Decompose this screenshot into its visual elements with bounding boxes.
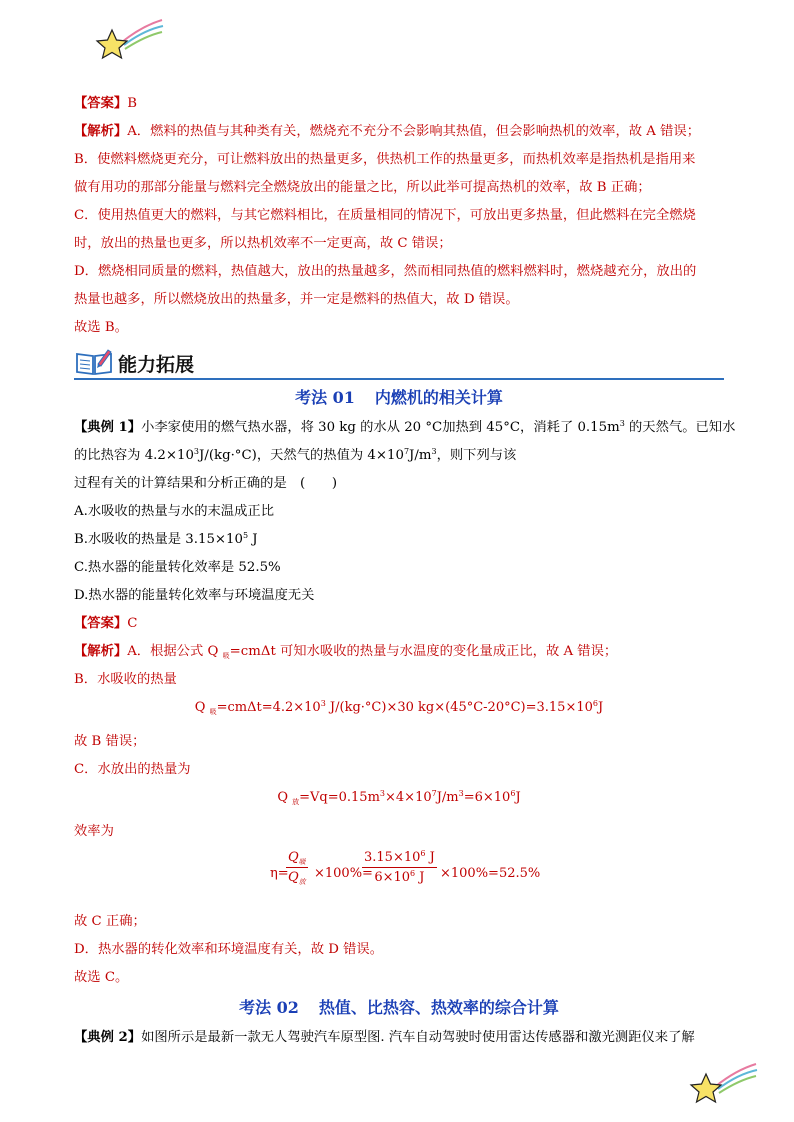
superscript: 6 — [410, 869, 416, 878]
formula-heat-released — [74, 788, 724, 808]
formula-text: Q — [277, 790, 293, 805]
formula-text: J/(kg·°C)×30 kg×(45°C-20°C)=3.15×10 — [325, 700, 593, 715]
answer-tag: 【答案】 — [74, 616, 128, 631]
stem-text: 的比热容为 4.2×10 — [74, 448, 194, 463]
formula-text: J/m — [436, 790, 459, 805]
subscript: 放 — [298, 878, 306, 886]
analysis-text: 故 B 错误； — [74, 734, 146, 749]
superscript: 3 — [431, 447, 437, 456]
analysis-text: 效率为 — [74, 824, 114, 839]
option-c: C.热水器的能量转化效率是 52.5% — [74, 560, 281, 575]
formula-text: ×100%= — [314, 866, 373, 881]
superscript: 6 — [592, 699, 598, 708]
superscript: 3 — [320, 699, 326, 708]
conclusion-text: 故选 C。 — [74, 970, 129, 985]
superscript: 7 — [431, 789, 437, 798]
superscript: 3 — [458, 789, 464, 798]
subscript: 吸 — [222, 652, 230, 660]
method-title: 热值、比热容、热效率的综合计算 — [318, 998, 559, 1017]
method-label: 考法 02 — [239, 998, 299, 1017]
shooting-star-icon — [92, 12, 164, 60]
eta-symbol: η= — [270, 866, 289, 881]
section-banner — [74, 346, 724, 380]
answer-value: C — [127, 616, 138, 631]
formula-text: =cmΔt=4.2×10 — [216, 700, 321, 715]
banner-title: 能力拓展 — [118, 354, 195, 376]
superscript: 3 — [619, 419, 625, 428]
analysis-text: A．根据公式 Q — [127, 644, 223, 659]
analysis-text: B．水吸收的热量 — [74, 672, 177, 687]
formula-text: =Vq=0.15m — [299, 790, 380, 805]
formula-text: 3.15×10 — [364, 850, 421, 865]
example-stem — [74, 446, 724, 466]
book-pencil-icon — [74, 346, 114, 376]
answer-value: B — [127, 96, 137, 111]
formula-heat-absorbed — [74, 698, 724, 718]
method-title: 内燃机的相关计算 — [374, 388, 503, 407]
denominator — [362, 868, 437, 885]
method-heading — [74, 386, 724, 410]
formula-efficiency — [74, 850, 724, 902]
analysis-text: C．水放出的热量为 — [74, 762, 191, 777]
formula-text: ×100%=52.5% — [440, 866, 541, 881]
formula-text: ×4×10 — [385, 790, 432, 805]
answer-line — [74, 614, 724, 634]
formula-text: Q — [288, 850, 299, 865]
analysis-text: 做有用功的那部分能量与燃料完全燃烧放出的能量之比，所以此举可提高热机的效率，故 B 正确； — [74, 180, 651, 195]
subscript: 放 — [292, 798, 300, 806]
stem-text: J/m — [409, 448, 432, 463]
superscript: 6 — [420, 849, 426, 858]
analysis-text: B．使燃料燃烧更充分，可让燃料放出的热量更多，供热机工作的热量更多，而热机效率是指热机是指用来 — [74, 152, 696, 167]
analysis-text: C．使用热值更大的燃料，与其它燃料相比，在质量相同的情况下，可放出更多热量，但此燃料在完全燃烧 — [74, 208, 696, 223]
stem-text: J/(kg·°C)，天然气的热值为 4×10 — [199, 448, 404, 463]
answer-tag: 【答案】 — [74, 96, 128, 111]
superscript: 3 — [379, 789, 386, 798]
content — [74, 94, 736, 1056]
denominator — [286, 868, 308, 885]
analysis-text: =cmΔt 可知水吸收的热量与水温度的变化量成正比，故 A 错误； — [229, 644, 618, 659]
option-a: A.水吸收的热量与水的末温成正比 — [74, 504, 274, 519]
formula-text: J — [425, 850, 435, 865]
fraction-q-ratio — [286, 850, 308, 885]
prev-answer-line — [74, 94, 724, 114]
option-text: J — [248, 532, 258, 547]
example-stem — [74, 1028, 724, 1048]
stem-text: 如图所示是最新一款无人驾驶汽车原型图. 汽车自动驾驶时使用雷达传感器和激光测距仪来了解 — [141, 1030, 695, 1045]
analysis-text: A．燃料的热值与其种类有关，燃烧充不充分不会影响其热值，但会影响热机的效率，故 A 错误； — [127, 124, 701, 139]
stem-text: 小李家使用的燃气热水器，将 30 kg 的水从 20 °C加热到 45°C，消耗了 0.15m — [141, 420, 620, 435]
subscript: 吸 — [298, 858, 306, 866]
shooting-star-icon — [686, 1056, 758, 1104]
stem-text: 的天然气。已知水 — [624, 420, 736, 435]
formula-text: J — [415, 870, 425, 885]
analysis-text: 热量也越多，所以燃烧放出的热量多，并一定是燃料的热值大，故 D 错误。 — [74, 292, 519, 307]
formula-text: Q — [194, 700, 210, 715]
formula-text: J — [515, 790, 521, 805]
superscript: 7 — [403, 447, 410, 456]
example-tag: 【典例 2】 — [74, 1030, 142, 1045]
option-text: B.水吸收的热量是 3.15×10 — [74, 532, 243, 547]
analysis-line — [74, 642, 724, 662]
superscript: 5 — [242, 531, 249, 540]
analysis-tag: 【解析】 — [74, 124, 128, 139]
formula-text: 6×10 — [374, 870, 411, 885]
fraction-values — [362, 850, 437, 885]
example-tag: 【典例 1】 — [74, 420, 142, 435]
example-stem: 过程有关的计算结果和分析正确的是 ( ) — [74, 476, 338, 491]
numerator — [286, 850, 308, 868]
stem-text: ，则下列与该 — [436, 448, 517, 463]
superscript: 3 — [193, 447, 200, 456]
prev-analysis-line — [74, 122, 724, 142]
superscript: 6 — [510, 789, 516, 798]
method-label: 考法 01 — [295, 388, 355, 407]
conclusion-text: 故选 B。 — [74, 320, 128, 335]
method-heading — [74, 996, 724, 1020]
analysis-text: D．燃烧相同质量的燃料，热值越大，放出的热量越多，然而相同热值的燃料燃料时，燃烧越充分，放出的 — [74, 264, 697, 279]
numerator — [362, 850, 437, 868]
formula-text: Q — [288, 870, 299, 885]
analysis-text: D．热水器的转化效率和环境温度有关，故 D 错误。 — [74, 942, 384, 957]
formula-text: J — [597, 700, 604, 715]
analysis-tag: 【解析】 — [74, 644, 128, 659]
analysis-text: 故 C 正确； — [74, 914, 146, 929]
analysis-text: 时，放出的热量也更多，所以热机效率不一定更高，故 C 错误； — [74, 236, 452, 251]
option-d: D.热水器的能量转化效率与环境温度无关 — [74, 588, 315, 603]
formula-text: =6×10 — [463, 790, 511, 805]
example-stem — [74, 418, 736, 438]
option-b — [74, 530, 724, 550]
subscript: 吸 — [209, 708, 217, 716]
